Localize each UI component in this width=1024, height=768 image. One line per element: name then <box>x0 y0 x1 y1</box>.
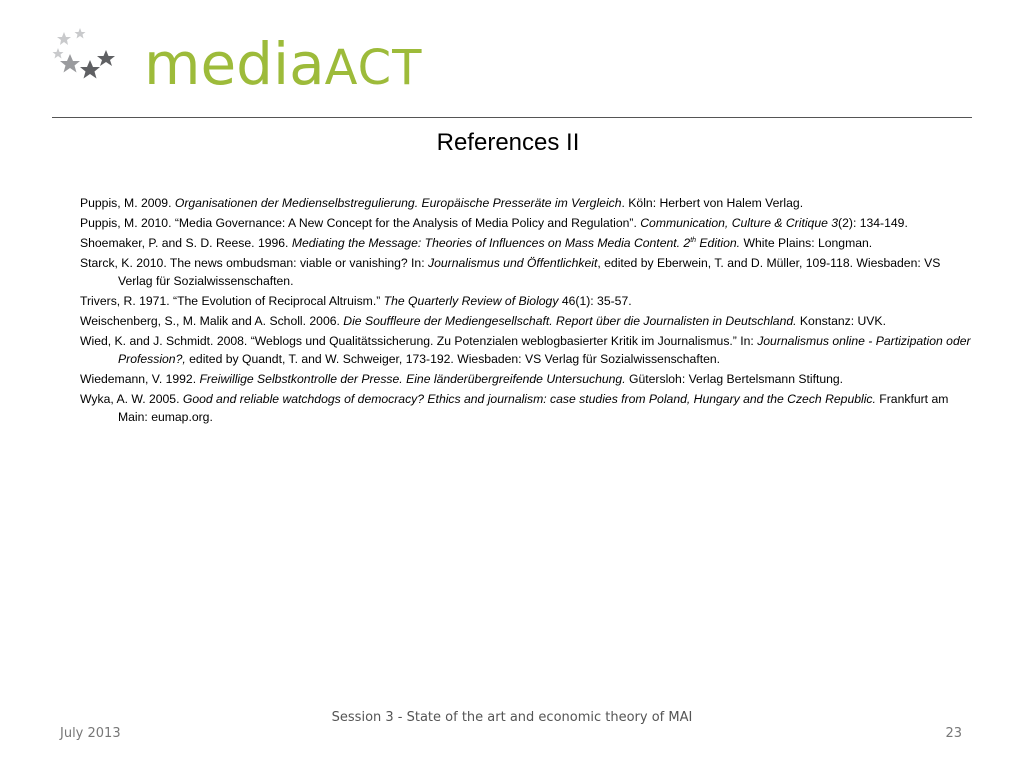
stars-logo-icon <box>50 26 146 96</box>
reference-italic-text: Organisationen der Medienselbstregulierung. Europäische Presseräte im Vergleich <box>174 196 622 210</box>
logo-wordmark <box>144 30 423 98</box>
reference-text: Shoemaker, P. and S. D. Reese. 1996. <box>80 236 292 250</box>
reference-text: White Plains: Longman. <box>740 236 873 250</box>
reference-entry <box>80 292 975 310</box>
reference-italic-text: Edition. <box>696 236 741 250</box>
reference-text: edited by Quandt, T. and W. Schweiger, 173-192. Wiesbaden: VS Verlag für Sozialwissenschaften. <box>185 352 721 366</box>
reference-text: Gütersloh: Verlag Bertelsmann Stiftung. <box>625 372 844 386</box>
header-divider <box>52 117 972 118</box>
reference-text: Wyka, A. W. 2005. <box>80 392 183 406</box>
reference-entry <box>80 214 975 232</box>
reference-text: . Köln: Herbert von Halem Verlag. <box>621 196 804 210</box>
reference-text: Konstanz: UVK. <box>796 314 886 328</box>
reference-entry <box>80 234 975 252</box>
reference-text: (2): 134-149. <box>838 216 908 230</box>
reference-italic-text: Good and reliable watchdogs of democracy? Ethics and journalism: case studies from Poland, Hungary and the Czech Republic. <box>182 392 876 406</box>
reference-italic-text: Freiwillige Selbstkontrolle der Presse. Eine länderübergreifende Untersuchung. <box>199 372 626 386</box>
reference-text: Frankfurt am Main: eumap.org. <box>118 392 949 424</box>
reference-italic-text: Die Souffleure der Mediengesellschaft. Report über die Journalisten in Deutschland. <box>343 314 797 328</box>
references-list <box>80 194 975 428</box>
footer-page-number: 23 <box>945 726 962 741</box>
reference-text: Weischenberg, S., M. Malik and A. Scholl. 2006. <box>80 314 344 328</box>
reference-entry <box>80 312 975 330</box>
reference-entry <box>80 332 975 368</box>
reference-text: Wiedemann, V. 1992. <box>80 372 200 386</box>
reference-italic-text: Journalismus online - Partizipation oder Profession?, <box>118 334 971 366</box>
logo-text-act: ACT <box>324 40 423 96</box>
reference-text: 46(1): 35-57. <box>558 294 632 308</box>
mediaact-logo <box>50 26 430 96</box>
reference-italic-text: The Quarterly Review of Biology <box>383 294 559 308</box>
logo-text-media: media <box>144 30 325 98</box>
reference-entry <box>80 254 975 290</box>
reference-italic-text: th <box>690 236 697 244</box>
reference-entry <box>80 390 975 426</box>
reference-italic-text: Mediating the Message: Theories of Influences on Mass Media Content. 2 <box>291 236 691 250</box>
reference-text: Wied, K. and J. Schmidt. 2008. “Weblogs und Qualitätssicherung. Zu Potenzialen weblogbasierter Kritik im Journalismus.” In: <box>80 334 758 348</box>
slide-title: References II <box>436 129 580 156</box>
reference-text: Puppis, M. 2009. <box>80 196 175 210</box>
reference-text: , edited by Eberwein, T. and D. Müller, 109-118. Wiesbaden: VS Verlag für Sozialwissenschaften. <box>118 256 941 288</box>
reference-text: Puppis, M. 2010. “Media Governance: A New Concept for the Analysis of Media Policy and Regulation”. <box>80 216 641 230</box>
reference-italic-text: Communication, Culture & Critique 3 <box>640 216 839 230</box>
reference-italic-text: Journalismus und Öffentlichkeit <box>428 256 598 270</box>
reference-text: Starck, K. 2010. The news ombudsman: viable or vanishing? In: <box>80 256 428 270</box>
footer-session-title: Session 3 - State of the art and economic theory of MAI <box>331 710 693 725</box>
footer-date: July 2013 <box>60 726 121 741</box>
reference-entry <box>80 370 975 388</box>
reference-entry <box>80 194 975 212</box>
reference-text: Trivers, R. 1971. “The Evolution of Reciprocal Altruism.” <box>80 294 384 308</box>
